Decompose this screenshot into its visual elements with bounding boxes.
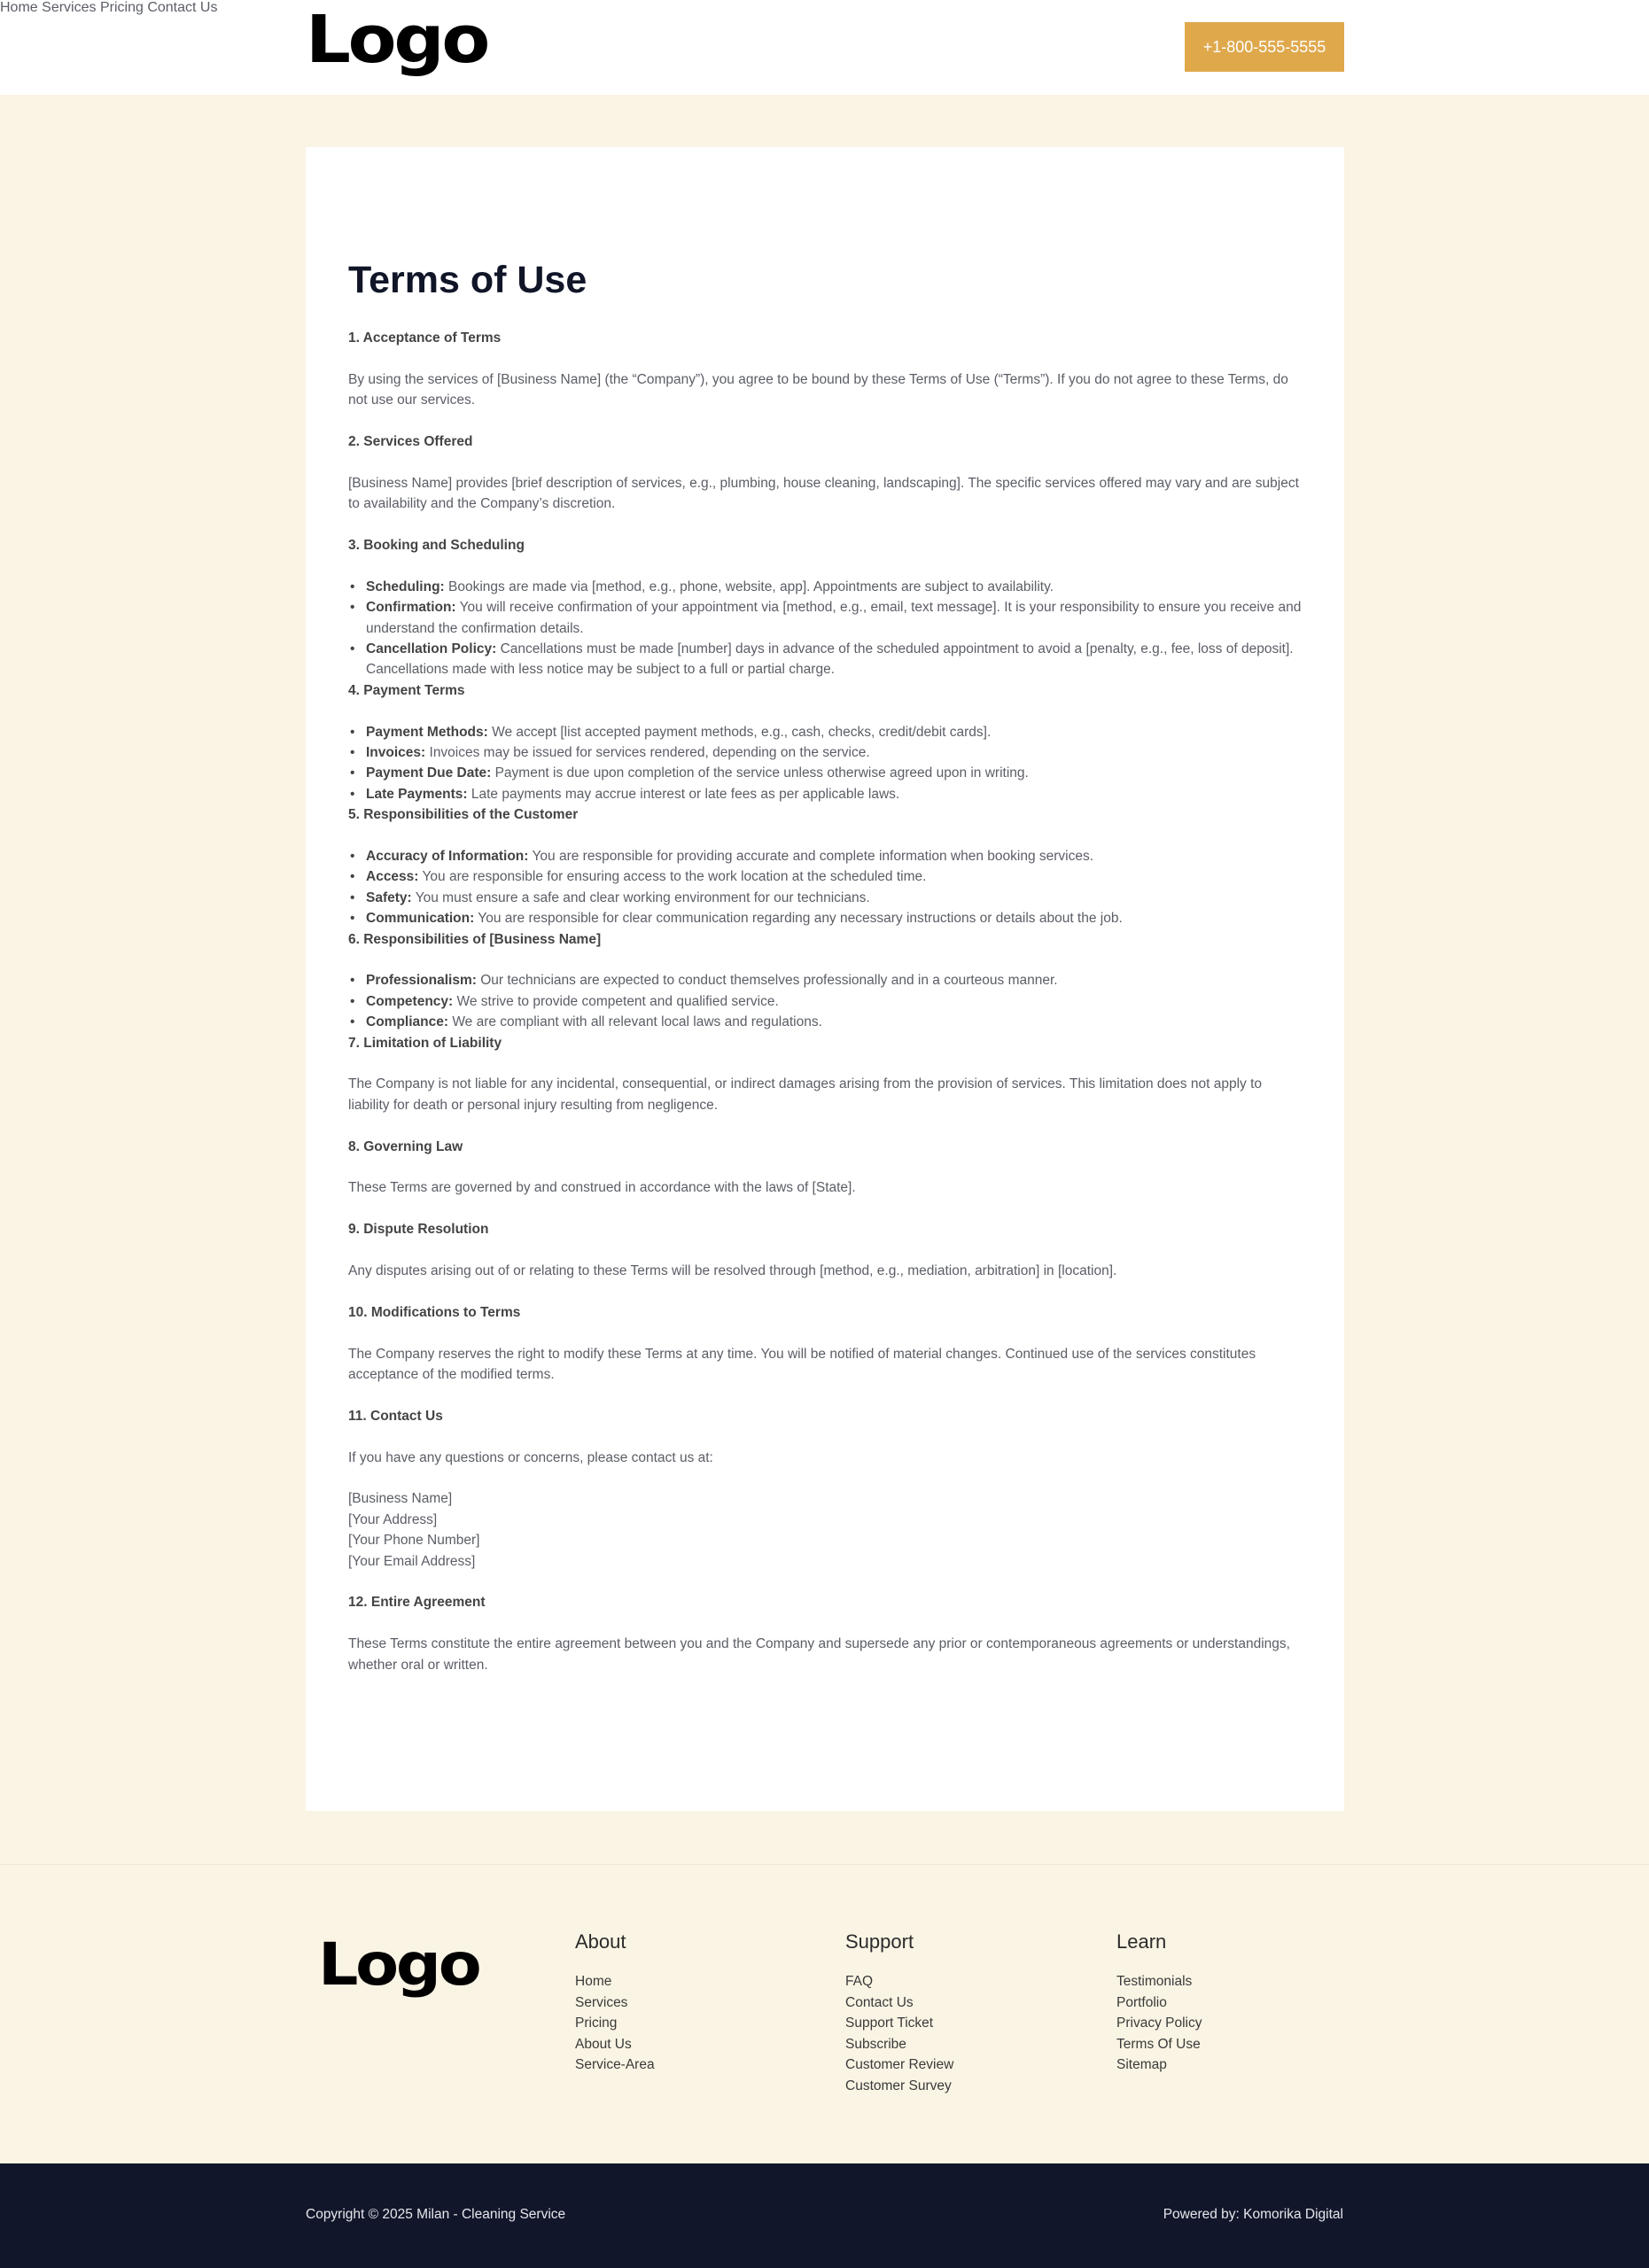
list-item [348,991,1305,1012]
section-text: Any disputes arising out of or relating to these Terms will be resolved through [method, e.g., mediation, arbitration] in [location]. [348,1263,1117,1279]
page-title: Terms of Use [348,259,587,301]
nav-contact-us[interactable]: Contact Us [147,0,218,15]
section-text: If you have any questions or concerns, please contact us at: [348,1449,713,1465]
list-item [348,866,1305,887]
list-item [348,908,1305,928]
copyright-bar [0,2163,1649,2268]
item-label: Access: [366,869,419,885]
main-nav [0,0,1649,16]
item-text: You are responsible for providing accurate and complete information when booking services. [528,849,1094,865]
item-label: Cancellation Policy: [366,641,497,657]
item-label: Payment Methods: [366,724,488,740]
list-item [348,763,1305,783]
list-item [348,846,1305,866]
site-header [0,0,1649,95]
item-text: You will receive confirmation of your appointment via [method, e.g., email, text message]. It is your responsibility to ensure you receive and understand the confirmation details. [366,600,1302,636]
phone-call-button[interactable]: +1-800-555-5555 [1185,22,1344,72]
footer-link-customer-survey[interactable]: Customer Survey [845,2078,952,2093]
footer-column-about [575,1930,655,2076]
nav-services[interactable]: Services [42,0,97,15]
contact-address: [Your Address] [348,1511,438,1527]
item-text: You must ensure a safe and clear working environment for our technicians. [411,889,870,905]
list-item [348,970,1305,990]
item-label: Safety: [366,889,412,905]
section-title: 5. Responsibilities of the Customer [348,807,579,823]
footer-link-services[interactable]: Services [575,1994,628,2010]
contact-phone: [Your Phone Number] [348,1533,480,1549]
item-label: Late Payments: [366,786,468,802]
footer-link-privacy-policy[interactable]: Privacy Policy [1116,2016,1202,2031]
business-responsibilities-list [348,970,1305,1032]
footer-link-support-ticket[interactable]: Support Ticket [845,2016,934,2031]
footer-link-sitemap[interactable]: Sitemap [1116,2057,1167,2072]
item-label: Professionalism: [366,973,477,989]
item-text: Bookings are made via [method, e.g., phone, website, app]. Appointments are subject to availability. [444,579,1054,594]
header-logo[interactable]: Logo [306,2,487,78]
booking-list [348,577,1305,680]
copyright-text: Copyright © 2025 Milan - Cleaning Service [306,2207,566,2222]
section-title: 1. Acceptance of Terms [348,330,502,346]
item-text: Invoices may be issued for services rendered, depending on the service. [425,745,870,761]
list-item [348,742,1305,763]
contact-email: [Your Email Address] [348,1553,476,1569]
site-footer [0,1864,1649,2163]
section-text: By using the services of [Business Name] (the “Company”), you agree to be bound by these Terms of Use (“Terms”). If you do not agree to these Terms, do not use our services. [348,371,1288,408]
nav-pricing[interactable]: Pricing [99,0,144,15]
list-item [348,577,1305,597]
powered-by-text[interactable]: Powered by: Komorika Digital [1163,2207,1343,2222]
item-text: We are compliant with all relevant local laws and regulations. [448,1014,822,1030]
footer-link-pricing[interactable]: Pricing [575,2016,618,2031]
section-title: 4. Payment Terms [348,682,465,698]
item-text: Cancellations must be made [number] days in advance of the scheduled appointment to avoid a [penalty, e.g., fee, loss of deposit]. Cancellations made with less notice may be subject to a full or partial charge. [366,641,1294,678]
item-text: You are responsible for clear communication regarding any necessary instructions or details about the job. [474,911,1123,927]
section-text: [Business Name] provides [brief description of services, e.g., plumbing, house cleaning, landscaping]. The specific services offered may vary and are subject to availability and the Company’s discretion. [348,475,1299,512]
section-title: 6. Responsibilities of [Business Name] [348,931,602,947]
item-text: Payment is due upon completion of the service unless otherwise agreed upon in writing. [491,765,1029,781]
item-label: Accuracy of Information: [366,849,529,865]
section-text: These Terms constitute the entire agreement between you and the Company and supersede any prior or contemporaneous agreements or understandings, whether oral or written. [348,1636,1290,1673]
footer-link-portfolio[interactable]: Portfolio [1116,1994,1167,2010]
item-text: You are responsible for ensuring access to the work location at the scheduled time. [418,869,927,885]
item-label: Scheduling: [366,579,445,594]
footer-link-testimonials[interactable]: Testimonials [1116,1974,1193,1989]
contact-business-name: [Business Name] [348,1491,453,1507]
item-label: Confirmation: [366,600,456,616]
list-item [348,722,1305,742]
footer-heading: Learn [1116,1930,1167,1953]
footer-link-customer-review[interactable]: Customer Review [845,2057,954,2072]
section-title: 9. Dispute Resolution [348,1222,489,1238]
section-text: These Terms are governed by and construed in accordance with the laws of [State]. [348,1180,856,1196]
section-text: The Company reserves the right to modify these Terms at any time. You will be notified of material changes. Continued use of the services constitutes acceptance of the modified terms. [348,1346,1256,1383]
list-item [348,597,1305,639]
section-title: 10. Modifications to Terms [348,1304,521,1320]
footer-link-subscribe[interactable]: Subscribe [845,2036,906,2052]
item-text: Late payments may accrue interest or late fees as per applicable laws. [467,786,900,802]
list-item [348,639,1305,680]
footer-logo[interactable]: Logo [318,1930,479,1999]
section-title: 11. Contact Us [348,1408,443,1424]
item-text: We strive to provide competent and qualified service. [453,993,779,1009]
item-label: Payment Due Date: [366,765,492,781]
footer-link-home[interactable]: Home [575,1974,612,1989]
list-item [348,1012,1305,1032]
footer-column-learn [1116,1930,1202,2076]
footer-link-faq[interactable]: FAQ [845,1974,874,1989]
item-label: Compliance: [366,1014,449,1030]
section-title: 7. Limitation of Liability [348,1035,502,1051]
list-item [348,888,1305,908]
footer-link-contact-us[interactable]: Contact Us [845,1994,914,2010]
item-label: Competency: [366,993,454,1009]
item-label: Invoices: [366,745,426,761]
section-title: 12. Entire Agreement [348,1595,486,1611]
terms-document [348,328,1305,1675]
section-title: 2. Services Offered [348,434,473,449]
item-text: We accept [list accepted payment methods, e.g., cash, checks, credit/debit cards]. [487,724,992,740]
footer-link-about-us[interactable]: About Us [575,2036,632,2052]
footer-link-terms-of-use[interactable]: Terms Of Use [1116,2036,1201,2052]
list-item [348,784,1305,804]
item-text: Our technicians are expected to conduct themselves professionally and in a courteous manner. [476,973,1058,989]
footer-link-service-area[interactable]: Service-Area [575,2057,655,2072]
footer-heading: Support [845,1930,914,1953]
section-title: 3. Booking and Scheduling [348,538,525,553]
customer-responsibilities-list [348,846,1305,929]
section-text: The Company is not liable for any incidental, consequential, or indirect damages arising from the provision of services. This limitation does not apply to liability for death or personal injury resulting from negligence. [348,1076,1262,1113]
section-title: 8. Governing Law [348,1138,463,1154]
payment-list [348,722,1305,805]
nav-home[interactable]: Home [0,0,38,15]
footer-column-support [845,1930,953,2096]
footer-heading: About [575,1930,626,1953]
item-label: Communication: [366,911,475,927]
